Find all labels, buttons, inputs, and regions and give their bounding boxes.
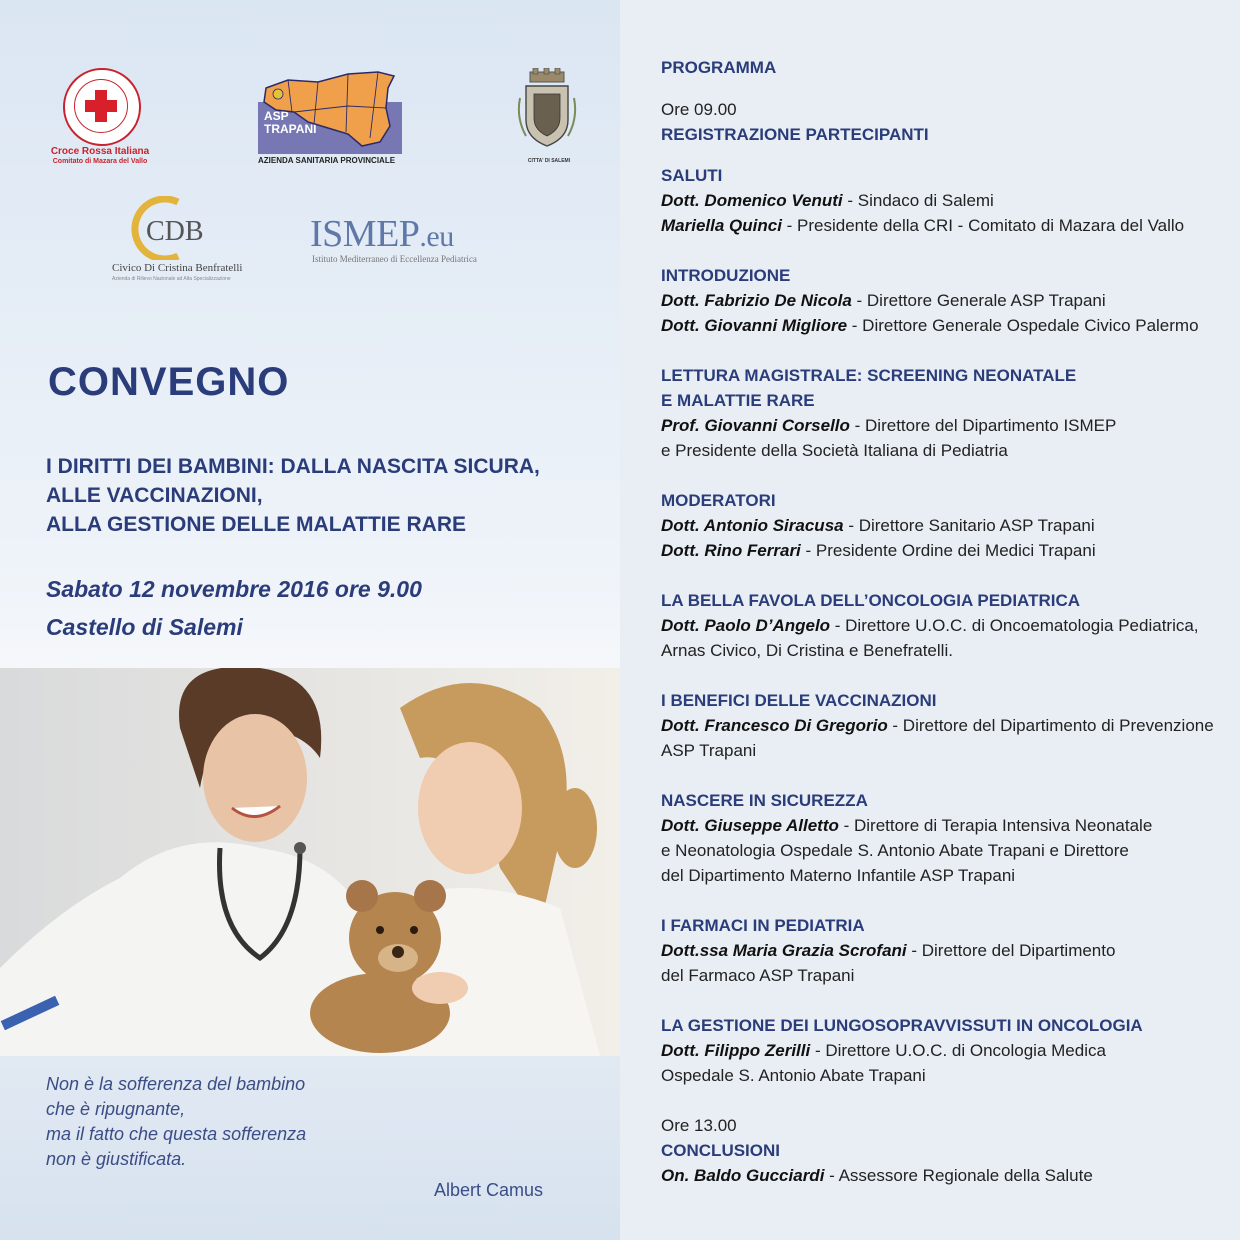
speaker-line [661, 191, 994, 211]
cri-name: Croce Rossa Italiana [50, 146, 150, 157]
ismep-name: ISMEP.eu [310, 213, 454, 255]
speaker-role: - Presidente della CRI - Comitato di Mazara del Vallo [781, 216, 1185, 235]
svg-text:CDB: CDB [146, 216, 204, 247]
salemi-caption: CITTA' DI SALEMI [527, 158, 571, 164]
speaker-role: - Direttore del Dipartimento di Prevenzione [887, 716, 1214, 735]
event-date: Sabato 12 novembre 2016 ore 9.00 [46, 576, 422, 602]
speaker-name: Dott. Francesco Di Gregorio [661, 716, 888, 735]
speaker-line [661, 541, 1096, 561]
speaker-line [661, 816, 1152, 836]
speaker-role: - Direttore Sanitario ASP Trapani [843, 516, 1095, 535]
speaker-role: - Direttore U.O.C. di Oncologia Medica [810, 1041, 1106, 1060]
quote [46, 1072, 306, 1172]
event-place: Castello di Salemi [46, 614, 243, 640]
asp-caption: AZIENDA SANITARIA PROVINCIALE [258, 156, 396, 165]
speaker-role: - Direttore U.O.C. di Oncoematologia Pediatrica, [830, 616, 1199, 635]
speaker-line [661, 1041, 1106, 1061]
program-title: PROGRAMMA [661, 58, 777, 77]
subtitle-line: I DIRITTI DEI BAMBINI: DALLA NASCITA SICURA, [46, 455, 540, 478]
speaker-name: Dott. Domenico Venuti [661, 191, 843, 210]
speaker-line [661, 416, 1116, 436]
speaker-role: - Direttore del Dipartimento [906, 941, 1116, 960]
speaker-name: On. Baldo Gucciardi [661, 1166, 825, 1185]
speaker-role: ASP Trapani [661, 741, 757, 760]
speaker-role: - Sindaco di Salemi [842, 191, 994, 210]
asp-trapani-logo [258, 68, 404, 168]
crest-icon [512, 68, 582, 158]
subtitle-line: ALLE VACCINAZIONI, [46, 484, 263, 507]
ismep-sub: Istituto Mediterraneo di Eccellenza Pediatrica [312, 254, 477, 264]
section-heading: LETTURA MAGISTRALE: SCREENING NEONATALE [661, 366, 1077, 385]
photo-illustration [0, 668, 620, 1056]
section-heading: E MALATTIE RARE [661, 391, 815, 410]
cri-sub: Comitato di Mazara del Vallo [52, 158, 148, 165]
speaker-name: Prof. Giovanni Corsello [661, 416, 850, 435]
speaker-line [661, 866, 1015, 886]
speaker-name: Dott. Fabrizio De Nicola [661, 291, 852, 310]
speaker-name: Mariella Quinci [661, 216, 782, 235]
speaker-name: Dott. Paolo D’Angelo [661, 616, 831, 635]
speaker-line [661, 741, 756, 761]
section-heading: LA GESTIONE DEI LUNGOSOPRAVVISSUTI IN ONCOLOGIA [661, 1016, 1143, 1035]
speaker-role: Arnas Civico, Di Cristina e Benefratelli. [661, 641, 953, 660]
speaker-line [661, 841, 1129, 861]
subtitle-line: ALLA GESTIONE DELLE MALATTIE RARE [46, 513, 466, 536]
section-heading: NASCERE IN SICUREZZA [661, 791, 868, 810]
civico-benfratelli-logo [108, 196, 268, 286]
section-heading: LA BELLA FAVOLA DELL’ONCOLOGIA PEDIATRICA [661, 591, 1081, 610]
event-heading: CONVEGNO [48, 360, 290, 404]
speaker-name: Dott.ssa Maria Grazia Scrofani [661, 941, 907, 960]
asp-line2: TRAPANI [264, 122, 317, 136]
section-heading: I BENEFICI DELLE VACCINAZIONI [661, 691, 937, 710]
speaker-name: Dott. Filippo Zerilli [661, 1041, 811, 1060]
start-time: Ore 09.00 [661, 100, 737, 119]
end-time: Ore 13.00 [661, 1116, 737, 1135]
section-heading: I FARMACI IN PEDIATRIA [661, 916, 865, 935]
speaker-name: Dott. Rino Ferrari [661, 541, 801, 560]
cdb-sub: Azienda di Rilievo Nazionale ad Alta Specializzazione [112, 276, 231, 282]
speaker-line [661, 516, 1095, 536]
speaker-role: - Presidente Ordine dei Medici Trapani [800, 541, 1096, 560]
speaker-line [661, 616, 1199, 636]
speaker-role: del Farmaco ASP Trapani [661, 966, 855, 985]
speaker-role: e Neonatologia Ospedale S. Antonio Abate Trapani e Direttore [661, 841, 1129, 860]
speaker-line [661, 716, 1214, 736]
ismep-logo [310, 212, 510, 268]
salemi-crest-logo [512, 68, 582, 168]
speaker-line [661, 441, 1008, 461]
speaker-role: - Direttore di Terapia Intensiva Neonatale [838, 816, 1153, 835]
quote-line: non è giustificata. [46, 1149, 187, 1169]
asp-line1: ASP [264, 109, 289, 123]
registration-heading: REGISTRAZIONE PARTECIPANTI [661, 125, 929, 144]
speaker-line [661, 941, 1115, 961]
speaker-role: del Dipartimento Materno Infantile ASP Trapani [661, 866, 1016, 885]
conclusions-heading: CONCLUSIONI [661, 1141, 780, 1160]
speaker-name: Dott. Antonio Siracusa [661, 516, 844, 535]
quote-author: Albert Camus [434, 1180, 544, 1200]
event-subtitle [46, 452, 606, 539]
section-heading: INTRODUZIONE [661, 266, 791, 285]
section-heading: SALUTI [661, 166, 723, 185]
speaker-role: Ospedale S. Antonio Abate Trapani [661, 1066, 926, 1085]
speaker-role: - Assessore Regionale della Salute [824, 1166, 1093, 1185]
final-speaker [661, 1166, 1093, 1186]
speaker-line [661, 641, 953, 661]
doctor-child-photo [0, 668, 620, 1056]
speaker-role: - Direttore Generale Ospedale Civico Palermo [847, 316, 1199, 335]
speaker-role: e Presidente della Società Italiana di Pediatria [661, 441, 1008, 460]
speaker-name: Dott. Giuseppe Alletto [661, 816, 839, 835]
speaker-line [661, 291, 1106, 311]
speaker-line [661, 966, 854, 986]
sicily-map-icon [258, 68, 404, 154]
quote-line: che è ripugnante, [46, 1099, 186, 1119]
cdb-monogram-icon [108, 196, 238, 260]
speaker-line [661, 316, 1199, 336]
section-heading: MODERATORI [661, 491, 776, 510]
quote-line: ma il fatto che questa sofferenza [46, 1124, 307, 1144]
croce-rossa-logo [52, 68, 162, 178]
speaker-line [661, 216, 1184, 236]
speaker-role: - Direttore Generale ASP Trapani [851, 291, 1106, 310]
speaker-name: Dott. Giovanni Migliore [661, 316, 848, 335]
speaker-role: - Direttore del Dipartimento ISMEP [849, 416, 1117, 435]
quote-line: Non è la sofferenza del bambino [46, 1074, 306, 1094]
speaker-line [661, 1066, 926, 1086]
cdb-name: Civico Di Cristina Benfratelli [112, 262, 243, 274]
